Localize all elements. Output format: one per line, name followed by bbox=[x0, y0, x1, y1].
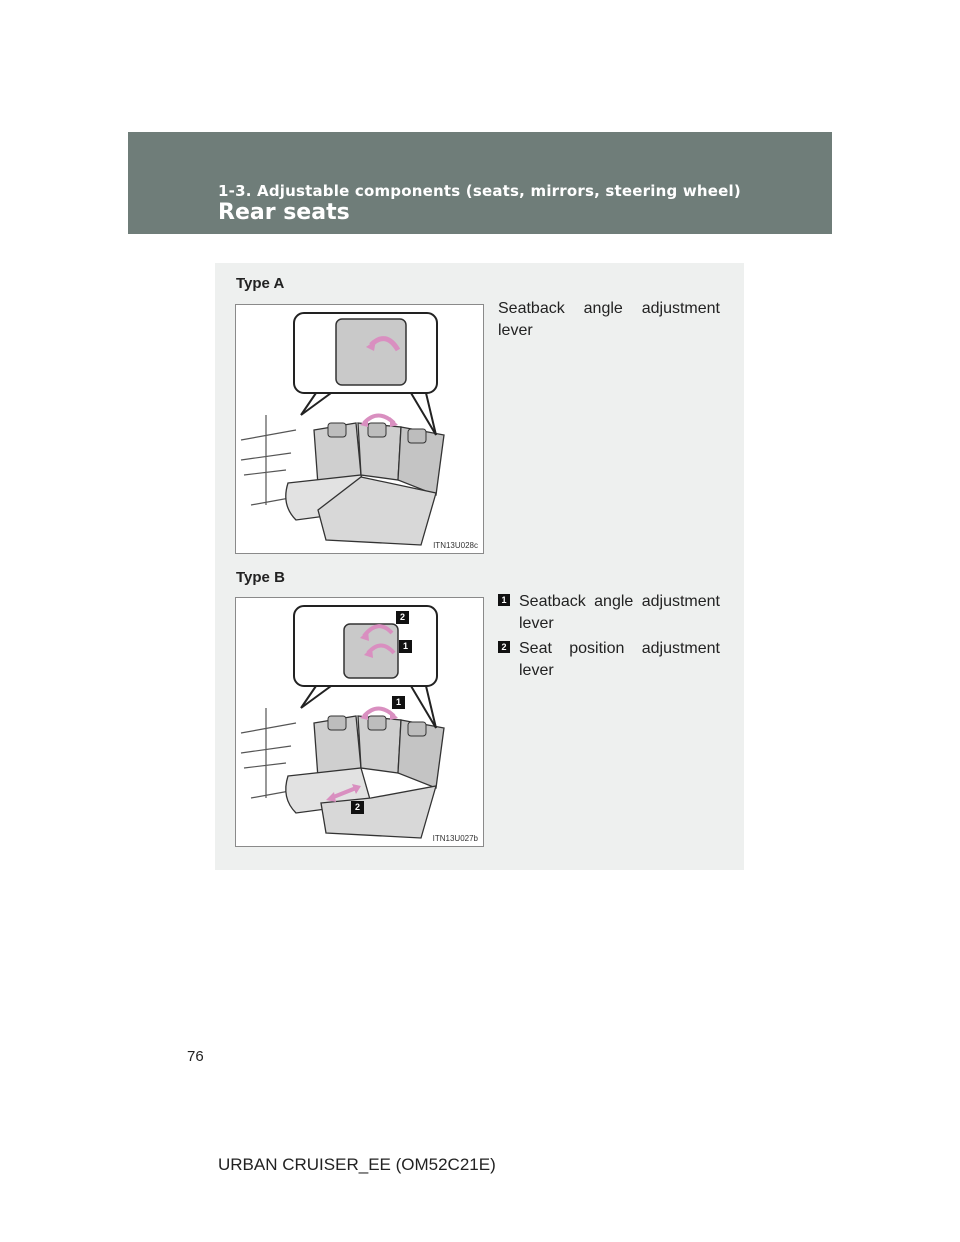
callout-badge: 1 bbox=[392, 696, 405, 709]
item-line-2: lever bbox=[519, 662, 554, 679]
type-a-description bbox=[498, 298, 720, 342]
type-a-illustration bbox=[235, 304, 484, 554]
section-title: 1-3. Adjustable components (seats, mirrors, steering wheel) bbox=[218, 182, 741, 200]
description-line-1: Seatback angle adjustment bbox=[498, 300, 720, 317]
item-line-2: lever bbox=[519, 615, 554, 632]
callout-badge: 2 bbox=[351, 801, 364, 814]
callout-badge: 2 bbox=[396, 611, 409, 624]
figure-code: ITN13U027b bbox=[432, 834, 478, 843]
item-line-1: Seatback angle adjustment bbox=[519, 593, 720, 610]
page-number: 76 bbox=[187, 1048, 204, 1065]
footer-model-code: URBAN CRUISER_EE (OM52C21E) bbox=[218, 1155, 496, 1174]
item-number-badge: 1 bbox=[498, 594, 510, 606]
type-b-label: Type B bbox=[236, 569, 285, 586]
rear-seat-drawing-a bbox=[236, 305, 485, 555]
page-title: Rear seats bbox=[218, 200, 350, 225]
figure-code: ITN13U028c bbox=[433, 541, 478, 550]
callout-badge: 1 bbox=[399, 640, 412, 653]
item-text bbox=[519, 638, 720, 682]
item-number-badge: 2 bbox=[498, 641, 510, 653]
item-line-1: Seat position adjustment bbox=[519, 640, 720, 657]
type-b-illustration bbox=[235, 597, 484, 847]
type-a-label: Type A bbox=[236, 275, 285, 292]
description-line-2: lever bbox=[498, 322, 533, 339]
item-text bbox=[519, 591, 720, 635]
